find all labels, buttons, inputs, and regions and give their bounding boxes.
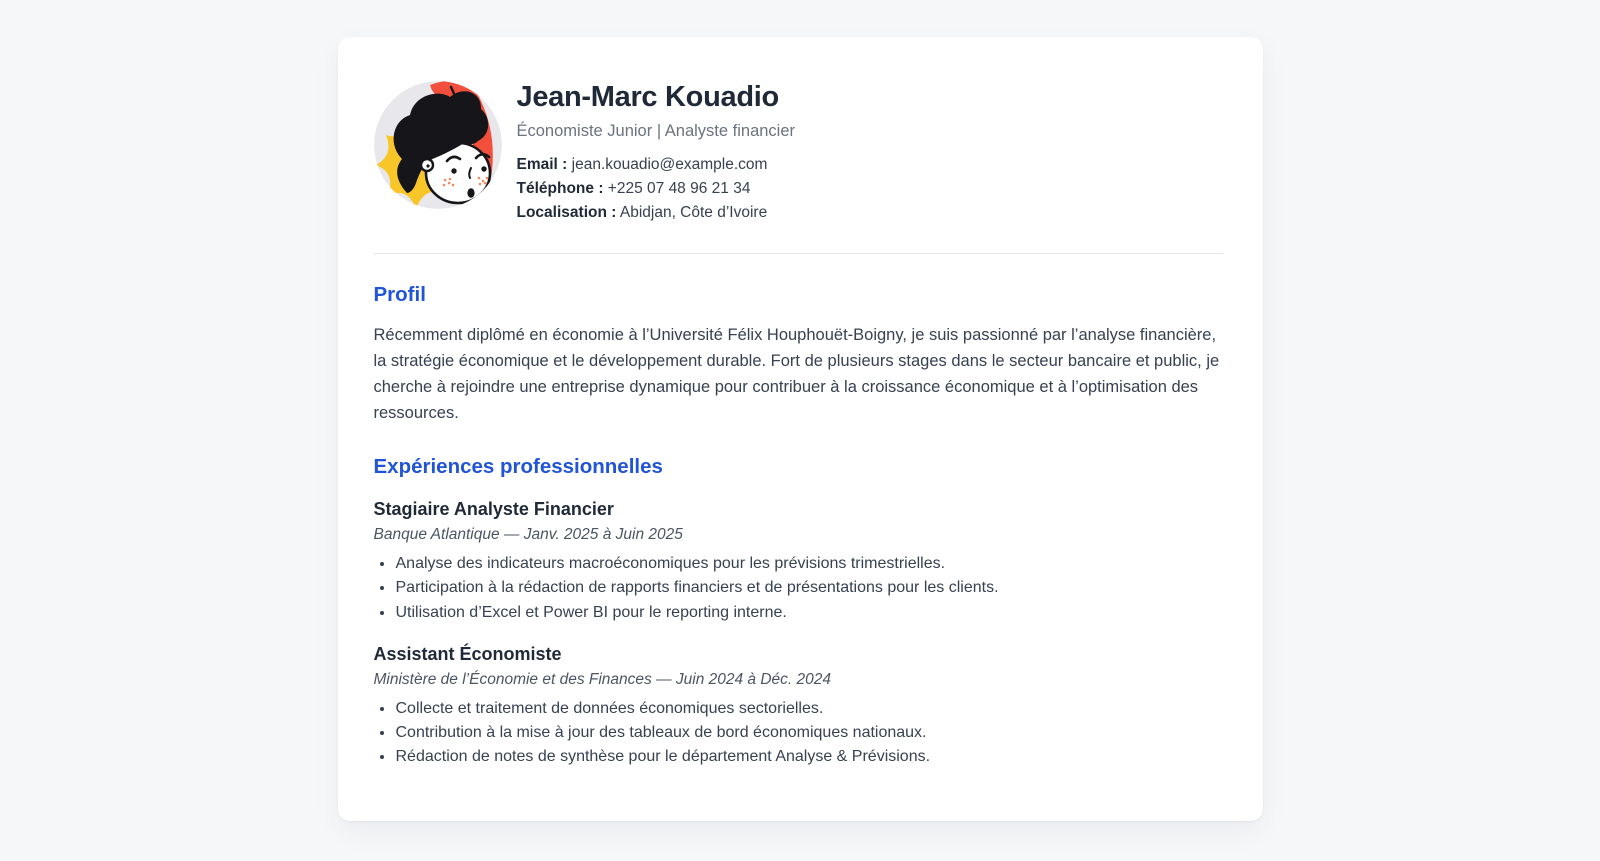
job-entry-assistant-economiste [374, 642, 1223, 770]
page-background [0, 37, 1600, 821]
profile-section [374, 282, 1223, 426]
email-value: jean.kouadio@example.com [571, 155, 768, 173]
job-bullet: • Contribution à la mise à jour des tableaux de bord économiques nationaux. [395, 721, 1223, 745]
job-bullet: • Analyse des indicateurs macroéconomiques pour les prévisions trimestrielles. [395, 552, 1223, 576]
job-title: Stagiaire Analyste Financier [373, 499, 614, 520]
job-bullet: • Participation à la rédaction de rapports financiers et de présentations pour les clients. [395, 576, 1223, 600]
avatar [374, 81, 502, 209]
job-bullet: • Utilisation d’Excel et Power BI pour le reporting interne. [395, 601, 1223, 625]
contact-line-phone [517, 177, 796, 201]
job-title: Assistant Économiste [373, 643, 562, 664]
job-entry-stagiaire-analyste [374, 497, 1223, 625]
job-company-dates: Banque Atlantique — Janv. 2025 à Juin 2025 [373, 526, 683, 544]
job-bullet: • Rédaction de notes de synthèse pour le département Analyse & Prévisions. [395, 745, 1223, 769]
experience-section-heading: Expériences professionnelles [373, 454, 663, 478]
phone-label: Téléphone : [516, 179, 604, 197]
person-job-title: Économiste Junior | Analyste financier [516, 121, 796, 140]
job-bullet-list [374, 552, 1223, 625]
profile-section-heading: Profil [373, 282, 426, 306]
header-info [517, 81, 796, 225]
phone-value: +225 07 48 96 21 34 [607, 179, 751, 197]
cv-card [338, 37, 1263, 821]
job-bullet: • Collecte et traitement de données économiques sectorielles. [395, 697, 1223, 721]
job-company-dates: Ministère de l’Économie et des Finances — Juin 2024 à Déc. 2024 [373, 670, 831, 688]
contact-line-email [517, 153, 796, 177]
cv-header [374, 81, 1223, 225]
contact-info [517, 153, 796, 225]
location-value: Abidjan, Côte d’Ivoire [619, 203, 768, 221]
header-divider [374, 253, 1223, 254]
experience-section [374, 454, 1223, 770]
contact-line-location [517, 201, 796, 225]
location-label: Localisation : [516, 203, 617, 221]
person-doodle-avatar-icon [374, 81, 502, 209]
person-name: Jean-Marc Kouadio [516, 81, 779, 113]
email-label: Email : [516, 155, 568, 173]
profile-text: Récemment diplômé en économie à l’Université Félix Houphouët-Boigny, je suis passionné par l’analyse financière, la stratégie économique et le développement durable. Fort de plusieurs stages dans le secteur bancaire et public, je cherche à rejoindre une entreprise dynamique pour contribuer à la croissance économique et à l’optimisation des ressources. [373, 325, 1220, 422]
job-bullet-list [374, 697, 1223, 770]
